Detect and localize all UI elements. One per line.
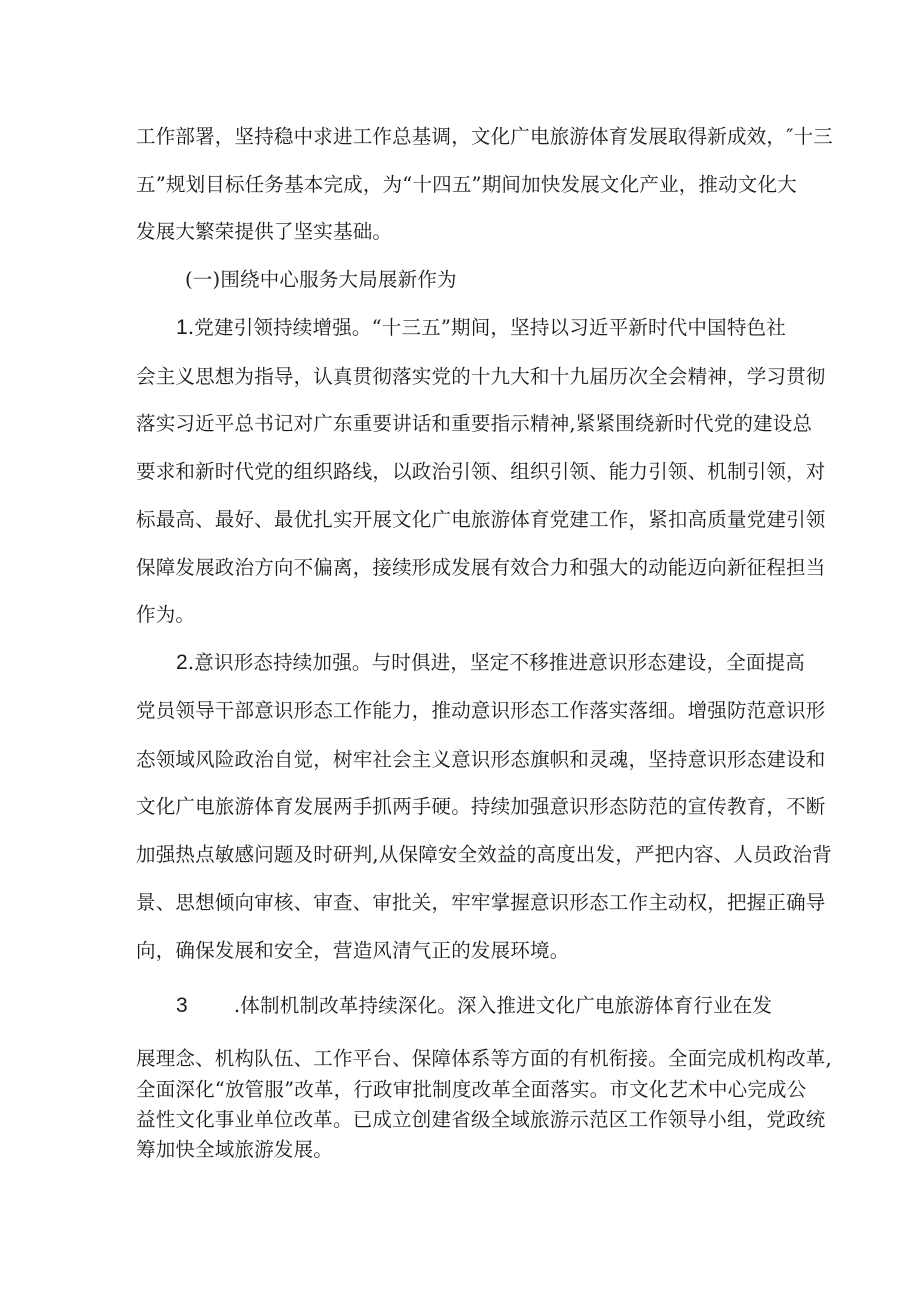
item-2-line-3: 态领域风险政治自觉，树牢社会主义意识形态旗帜和灵魂，坚持意识形态建设和: [136, 748, 826, 771]
item-2-first-line: [176, 652, 805, 673]
intro-line-2: 五”规划目标任务基本完成，为“十四五”期间加快发展文化产业，推动文化大: [136, 173, 797, 196]
item-2-line-4: 文化广电旅游体育发展两手抓两手硬。持续加强意识形态防范的宣传教育，不断: [136, 795, 826, 818]
item-3-line-5: 筹加快全域旅游发展。: [136, 1138, 334, 1161]
item-2-heading-text: .意识形态持续加强。与时俱进，坚定不移推进意识形态建设，全面提高: [187, 651, 805, 674]
item-1-number: 1: [176, 316, 188, 339]
item-3-line-2: 展理念、机构队伍、工作平台、保障体系等方面的有机衔接。全面完成机构改革,: [136, 1047, 832, 1070]
item-1-line-7: 作为。: [136, 603, 196, 626]
intro-line-1: 工作部署，坚持稳中求进工作总基调，文化广电旅游体育发展取得新成效，″十三: [136, 125, 833, 148]
item-3-line-3: 全面深化“放管服”改革，行政审批制度改革全面落实。市文化艺术中心完成公: [136, 1078, 807, 1101]
item-2-number: 2: [176, 651, 188, 674]
item-1-first-line: [176, 317, 786, 338]
intro-line-3: 发展大繁荣提供了坚实基础。: [136, 220, 393, 243]
item-2-line-2: 党员领导干部意识形态工作能力，推动意识形态工作落实落细。增强防范意识形: [136, 699, 826, 722]
section-heading: (一)围绕中心服务大局展新作为: [185, 268, 457, 291]
item-1-line-4: 要求和新时代党的组织路线，以政治引领、组织引领、能力引领、机制引领，对: [136, 460, 826, 483]
item-3-number: 3: [176, 994, 188, 1017]
item-2-line-7: 向，确保发展和安全，营造风清气正的发展环境。: [136, 939, 570, 962]
item-1-line-2: 会主义思想为指导，认真贯彻落实党的十九大和十九届历次全会精神，学习贯彻: [136, 365, 826, 388]
item-3-line-4: 益性文化事业单位改革。已成立创建省级全域旅游示范区工作领导小组，党政统: [136, 1108, 826, 1131]
item-1-line-3: 落实习近平总书记对广东重要讲话和重要指示精神,紧紧围绕新时代党的建设总: [136, 412, 813, 435]
item-1-line-6: 保障发展政治方向不偏离，接续形成发展有效合力和强大的动能迈向新征程担当: [136, 556, 826, 579]
item-3-heading-text: .体制机制改革持续深化。深入推进文化广电旅游体育行业在发: [233, 994, 773, 1017]
item-2-line-5: 加强热点敏感问题及时研判,从保障安全效益的高度出发，严把内容、人员政治背: [136, 843, 832, 866]
item-1-heading-text: .党建引领持续增强。“十三五”期间，坚持以习近平新时代中国特色社: [187, 316, 786, 339]
item-3-first-line: [176, 995, 772, 1016]
item-1-line-5: 标最高、最好、最优扎实开展文化广电旅游体育党建工作，紧扣高质量党建引领: [136, 508, 826, 531]
item-2-line-6: 景、思想倾向审核、审查、审批关，牢牢掌握意识形态工作主动权，把握正确导: [136, 891, 826, 914]
